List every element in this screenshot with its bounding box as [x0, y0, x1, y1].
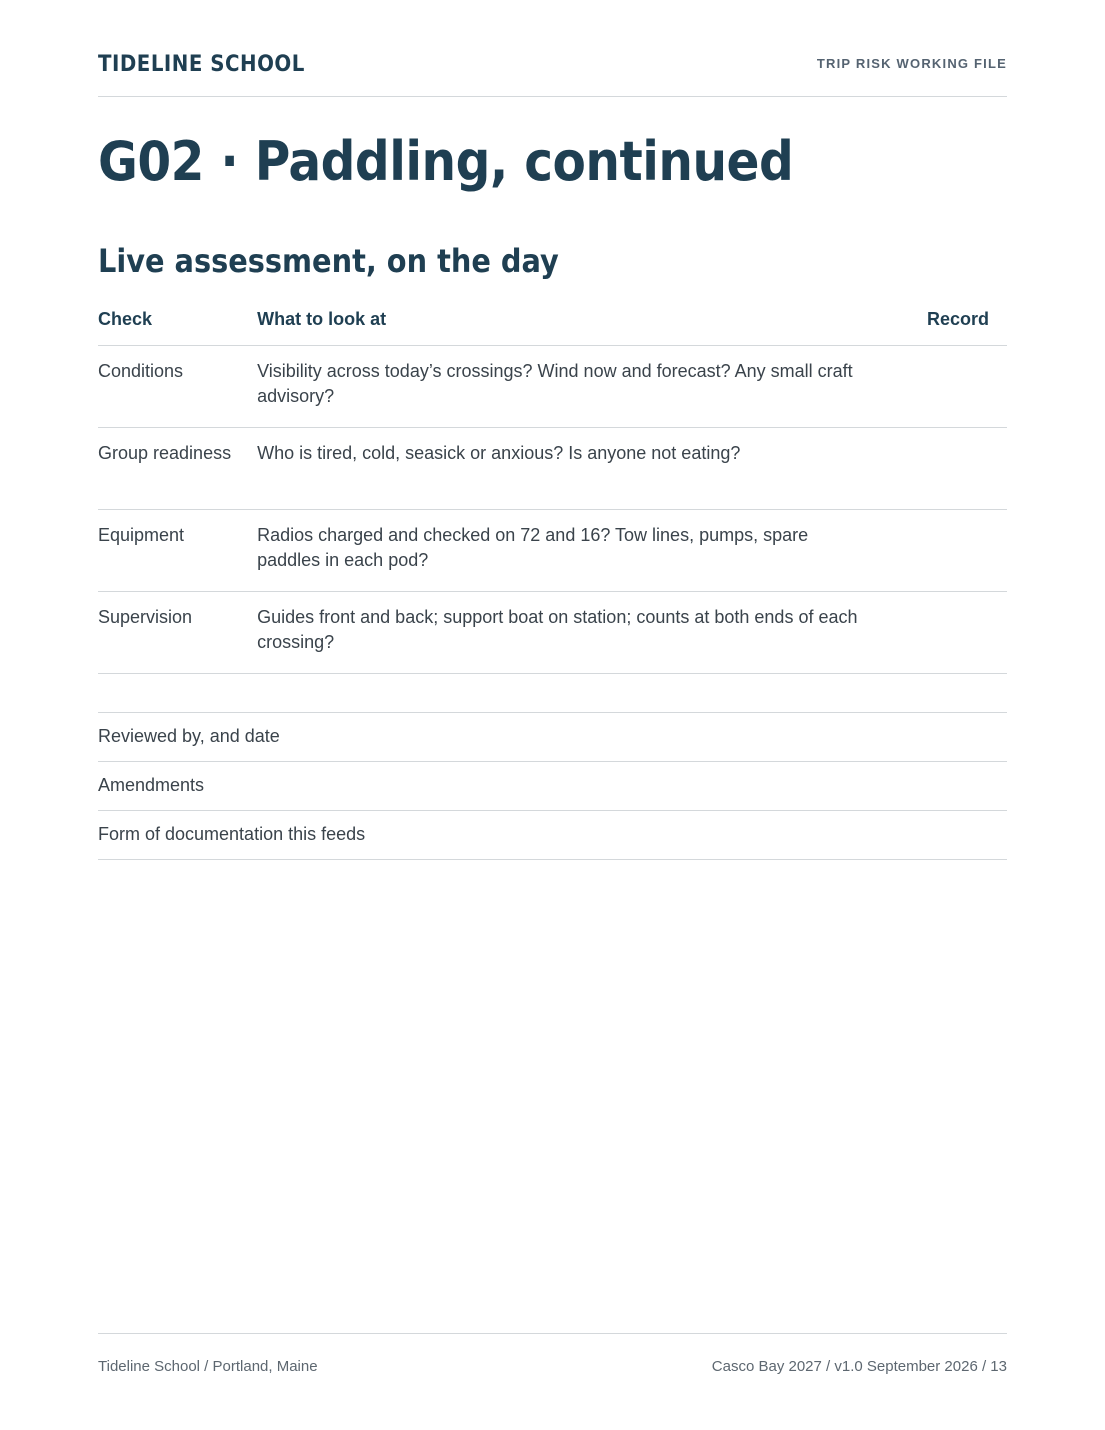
section-title: Live assessment, on the day — [98, 242, 559, 280]
table-row — [98, 592, 1007, 674]
record-cell[interactable] — [892, 510, 1007, 592]
check-cell: Conditions — [98, 346, 257, 428]
brand-name: TIDELINE SCHOOL — [98, 52, 305, 77]
footer-location: Tideline School / Portland, Maine — [98, 1358, 318, 1375]
table-header-row — [98, 294, 1007, 346]
look-cell: Radios charged and checked on 72 and 16? Tow lines, pumps, spare paddles in each pod? — [257, 510, 892, 592]
footer-page-info: Casco Bay 2027 / v1.0 September 2026 / 13 — [711, 1358, 1007, 1375]
signoff-block — [98, 712, 1007, 860]
page-footer — [98, 1333, 1007, 1375]
record-cell[interactable] — [892, 346, 1007, 428]
look-cell: Visibility across today’s crossings? Wind now and forecast? Any small craft advisory? — [257, 346, 892, 428]
column-header-look: What to look at — [257, 294, 892, 346]
assessment-table — [98, 294, 1007, 674]
page-title: G02 · Paddling, continued — [98, 130, 794, 193]
signoff-reviewed-row[interactable]: Reviewed by, and date — [98, 713, 1007, 762]
look-cell: Guides front and back; support boat on station; counts at both ends of each crossing? — [257, 592, 892, 674]
signoff-documentation-row[interactable]: Form of documentation this feeds — [98, 811, 1007, 860]
file-label: TRIP RISK WORKING FILE — [816, 56, 1007, 71]
check-cell: Supervision — [98, 592, 257, 674]
document-page — [98, 0, 1007, 1430]
page-header — [98, 50, 1007, 97]
signoff-amendments-row[interactable]: Amendments — [98, 762, 1007, 811]
record-cell[interactable] — [892, 428, 1007, 510]
column-header-record: Record — [892, 294, 1007, 346]
check-cell: Equipment — [98, 510, 257, 592]
check-cell: Group readiness — [98, 428, 257, 510]
table-row — [98, 346, 1007, 428]
table-row — [98, 428, 1007, 510]
record-cell[interactable] — [892, 592, 1007, 674]
table-row — [98, 510, 1007, 592]
look-cell: Who is tired, cold, seasick or anxious? Is anyone not eating? — [257, 428, 892, 510]
column-header-check: Check — [98, 294, 257, 346]
